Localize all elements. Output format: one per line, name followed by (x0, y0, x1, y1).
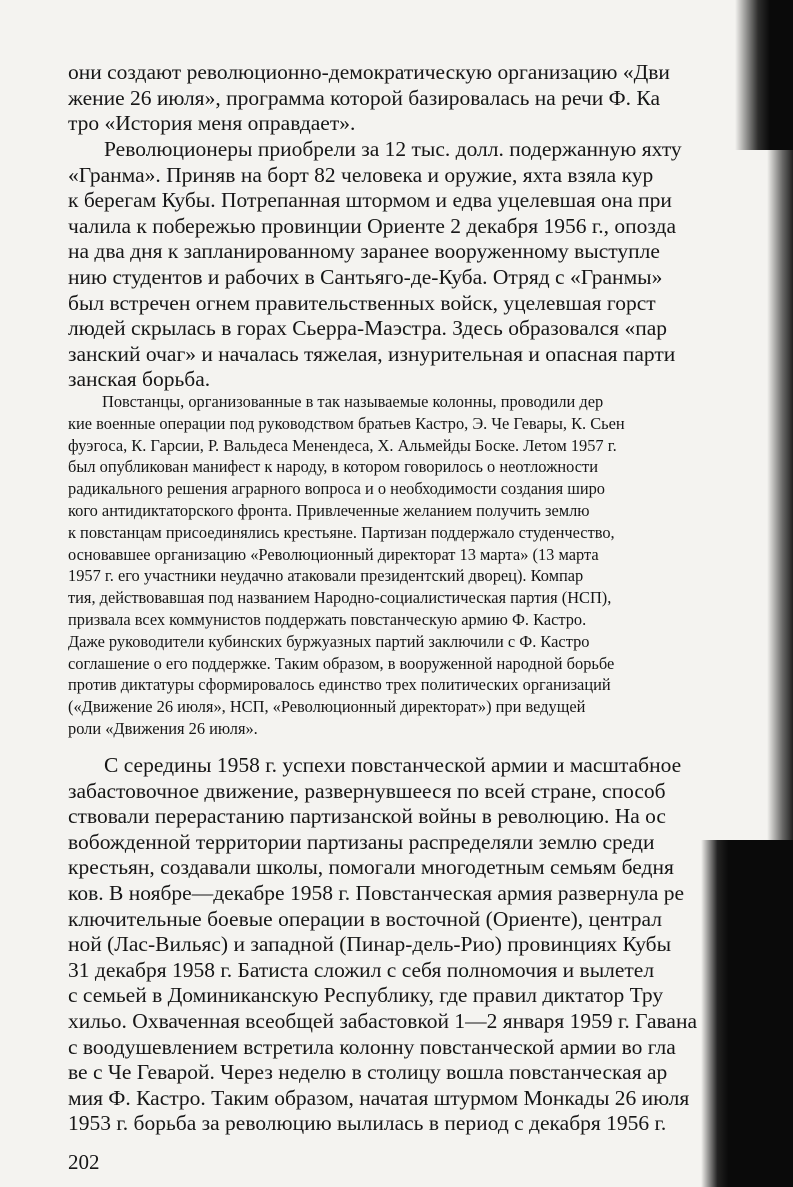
text-line: кого антидиктаторского фронта. Привлеченные желанием получить землю (68, 500, 590, 520)
text-line: тия, действовавшая под названием Народно-социалистическая партия (НСП), (68, 588, 612, 608)
text-line: к берегам Кубы. Потрепанная штормом и едва уцелевшая она при (68, 188, 672, 213)
text-line: ной (Лас-Вильяс) и западной (Пинар-дель-Рио) провинциях Кубы (68, 932, 672, 957)
text-line: соглашение о его поддержке. Таким образом, в вооруженной народной борьбе (68, 653, 615, 673)
text-line: ключительные боевые операции в восточной (Ориенте), централ (68, 906, 662, 931)
paragraph-1 (68, 60, 793, 137)
text-line: с воодушевлением встретила колонну повстанческой армии во гла (68, 1034, 676, 1059)
text-line: «Гранма». Приняв на борт 82 человека и оружие, яхта взяла кур (68, 162, 654, 187)
text-line: («Движение 26 июля», НСП, «Революционный директорат») при ведущей (68, 697, 586, 717)
text-line: 1957 г. его участники неудачно атаковали президентский дворец). Компар (68, 566, 584, 586)
text-line: 1953 г. борьба за революцию вылилась в период с декабря 1956 г. (68, 1111, 667, 1136)
text-line: 31 декабря 1958 г. Батиста сложил с себя полномочия и вылетел (68, 957, 655, 982)
text-line: основавшее организацию «Революционный директорат 13 марта» (13 марта (68, 544, 599, 564)
text-line: они создают революционно-демократическую организацию «Дви (68, 60, 670, 84)
text-line: вобожденной территории партизаны распределяли землю среди (68, 829, 655, 854)
text-line: с семьей в Доминиканскую Республику, где правил диктатор Тру (68, 983, 664, 1008)
text-line: ве с Че Геварой. Через неделю в столицу вошла повстанческая ар (68, 1060, 668, 1085)
text-line: С середины 1958 г. успехи повстанческой армии и масштабное (104, 753, 682, 777)
text-line: крестьян, создавали школы, помогали многодетным семьям бедня (68, 855, 674, 880)
page-number: 202 (68, 1150, 100, 1174)
paragraph-4 (68, 753, 793, 1137)
text-line: забастовочное движение, развернувшееся по всей стране, способ (68, 778, 666, 803)
text-line: ствовали перерастанию партизанской войны в революцию. На ос (68, 804, 666, 829)
text-line: Повстанцы, организованные в так называемые колонны, проводили дер (102, 392, 604, 411)
text-line: против диктатуры сформировалось единство трех политических организаций (68, 675, 611, 695)
text-line: призвала всех коммунистов поддержать повстанческую армию Ф. Кастро. (68, 609, 587, 629)
text-line: тро «История меня оправдает». (68, 111, 356, 136)
text-line: ков. В ноябре—декабре 1958 г. Повстанческая армия развернула ре (68, 880, 685, 905)
text-line: фуэгоса, К. Гарсии, Р. Вальдеса Менендеса, Х. Альмейды Боске. Летом 1957 г. (68, 435, 617, 455)
text-line: был встречен огнем правительственных войск, уцелевшая горст (68, 290, 656, 315)
text-line: Революционеры приобрели за 12 тыс. долл. подержанную яхту (104, 137, 682, 161)
text-line: роли «Движения 26 июля». (68, 718, 258, 738)
text-line: мия Ф. Кастро. Таким образом, начатая штурмом Монкады 26 июля (68, 1085, 690, 1110)
text-line: был опубликован манифест к народу, в котором говорилось о неотложности (68, 457, 598, 477)
text-line: на два дня к запланированному заранее вооруженному выступле (68, 239, 660, 264)
text-line: Даже руководители кубинских буржуазных партий заключили с Ф. Кастро (68, 631, 590, 651)
text-line: кие военные операции под руководством братьев Кастро, Э. Че Гевары, К. Сьен (68, 413, 625, 433)
text-line: нию студентов и рабочих в Сантьяго-де-Куба. Отряд с «Гранмы» (68, 264, 663, 289)
text-line: хильо. Охваченная всеобщей забастовкой 1—2 января 1959 г. Гавана (68, 1008, 698, 1033)
text-line: занская борьба. (68, 367, 211, 392)
text-line: занский очаг» и началась тяжелая, изнурительная и опасная парти (68, 341, 676, 366)
text-line: людей скрылась в горах Сьерра-Маэстра. Здесь образовался «пар (68, 316, 667, 341)
text-line: чалила к побережью провинции Ориенте 2 декабря 1956 г., опозда (68, 213, 677, 238)
paragraph-3-small-print (68, 391, 793, 740)
text-line: к повстанцам присоединялись крестьяне. Партизан поддержало студенчество, (68, 522, 615, 542)
text-line: жение 26 июля», программа которой базировалась на речи Ф. Ка (68, 85, 661, 110)
paragraph-2 (68, 137, 793, 393)
text-line: радикального решения аграрного вопроса и о необходимости создания широ (68, 479, 605, 499)
